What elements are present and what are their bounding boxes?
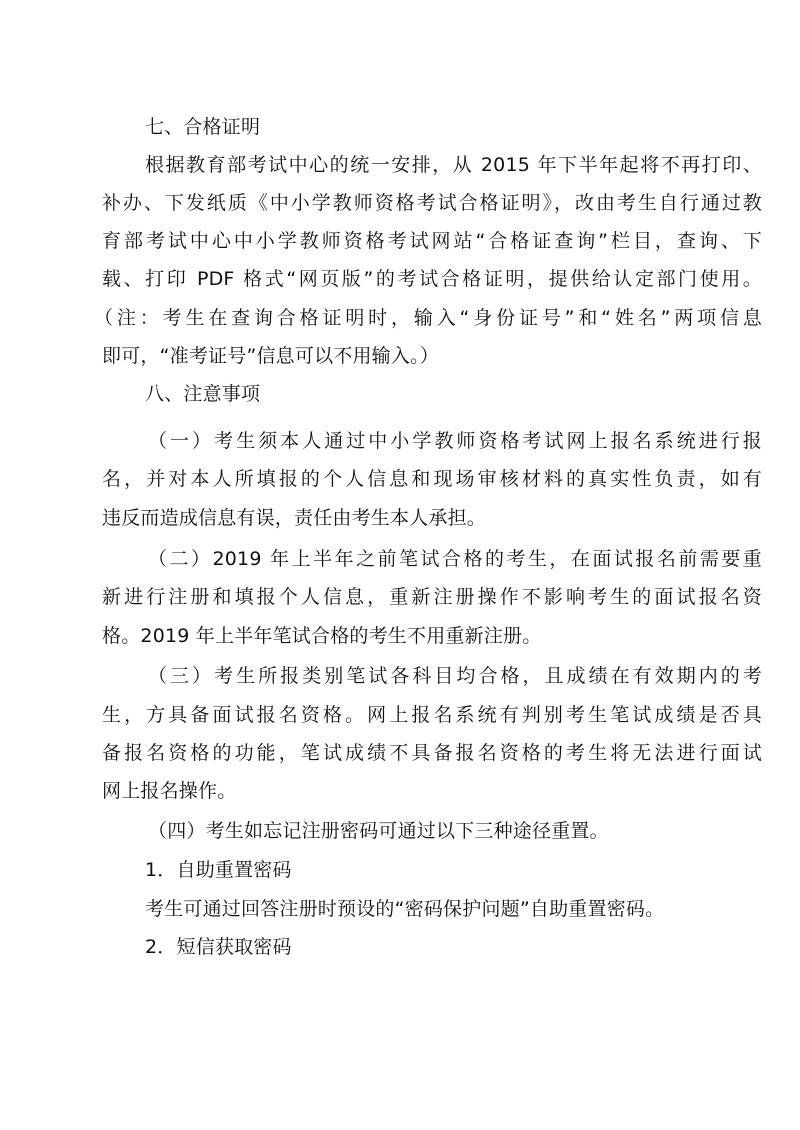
paragraph-line: 考生可通过回答注册时预设的“密码保护问题”自助重置密码。	[145, 898, 665, 920]
section-8-heading: 八、注意事项	[145, 383, 261, 405]
section-7-heading: 七、合格证明	[145, 116, 261, 138]
paragraph-line: （四）考生如忘记注册密码可通过以下三种途径重置。	[148, 820, 609, 842]
paragraph-line: 名，并对本人所填报的个人信息和现场审核材料的真实性负责，如有	[102, 468, 762, 490]
paragraph-line: 生，方具备面试报名资格。网上报名系统有判别考生笔试成绩是否具	[102, 704, 762, 726]
paragraph-line: 违反而造成信息有误，责任由考生本人承担。	[102, 507, 487, 529]
paragraph-line: 根据教育部考试中心的统一安排，从 2015 年下半年起将不再打印、	[145, 154, 762, 176]
paragraph-line: 网上报名操作。	[102, 780, 237, 802]
paragraph-line: （二）2019 年上半年之前笔试合格的考生，在面试报名前需要重	[148, 548, 762, 570]
paragraph-line: 备报名资格的功能，笔试成绩不具备报名资格的考生将无法进行面试	[102, 742, 762, 764]
subsection-2-heading: 2．短信获取密码	[145, 936, 292, 958]
paragraph-line: 格。2019 年上半年笔试合格的考生不用重新注册。	[102, 625, 542, 647]
subsection-1-heading: 1．自助重置密码	[145, 859, 292, 881]
paragraph-line: 补办、下发纸质《中小学教师资格考试合格证明》，改由考生自行通过教	[102, 192, 762, 214]
paragraph-line: 新进行注册和填报个人信息，重新注册操作不影响考生的面试报名资	[102, 586, 762, 608]
paragraph-line: 载、打印 PDF 格式“网页版”的考试合格证明，提供给认定部门使用。	[102, 268, 762, 290]
paragraph-line: 即可，“准考证号”信息可以不用输入。）	[102, 345, 439, 367]
paragraph-line: （一）考生须本人通过中小学教师资格考试网上报名系统进行报	[148, 430, 762, 452]
paragraph-line: 育部考试中心中小学教师资格考试网站“合格证查询”栏目，查询、下	[102, 230, 762, 252]
paragraph-line: （三）考生所报类别笔试各科目均合格，且成绩在有效期内的考	[148, 665, 762, 687]
paragraph-line: （注：考生在查询合格证明时，输入“身份证号”和“姓名”两项信息	[94, 307, 762, 329]
